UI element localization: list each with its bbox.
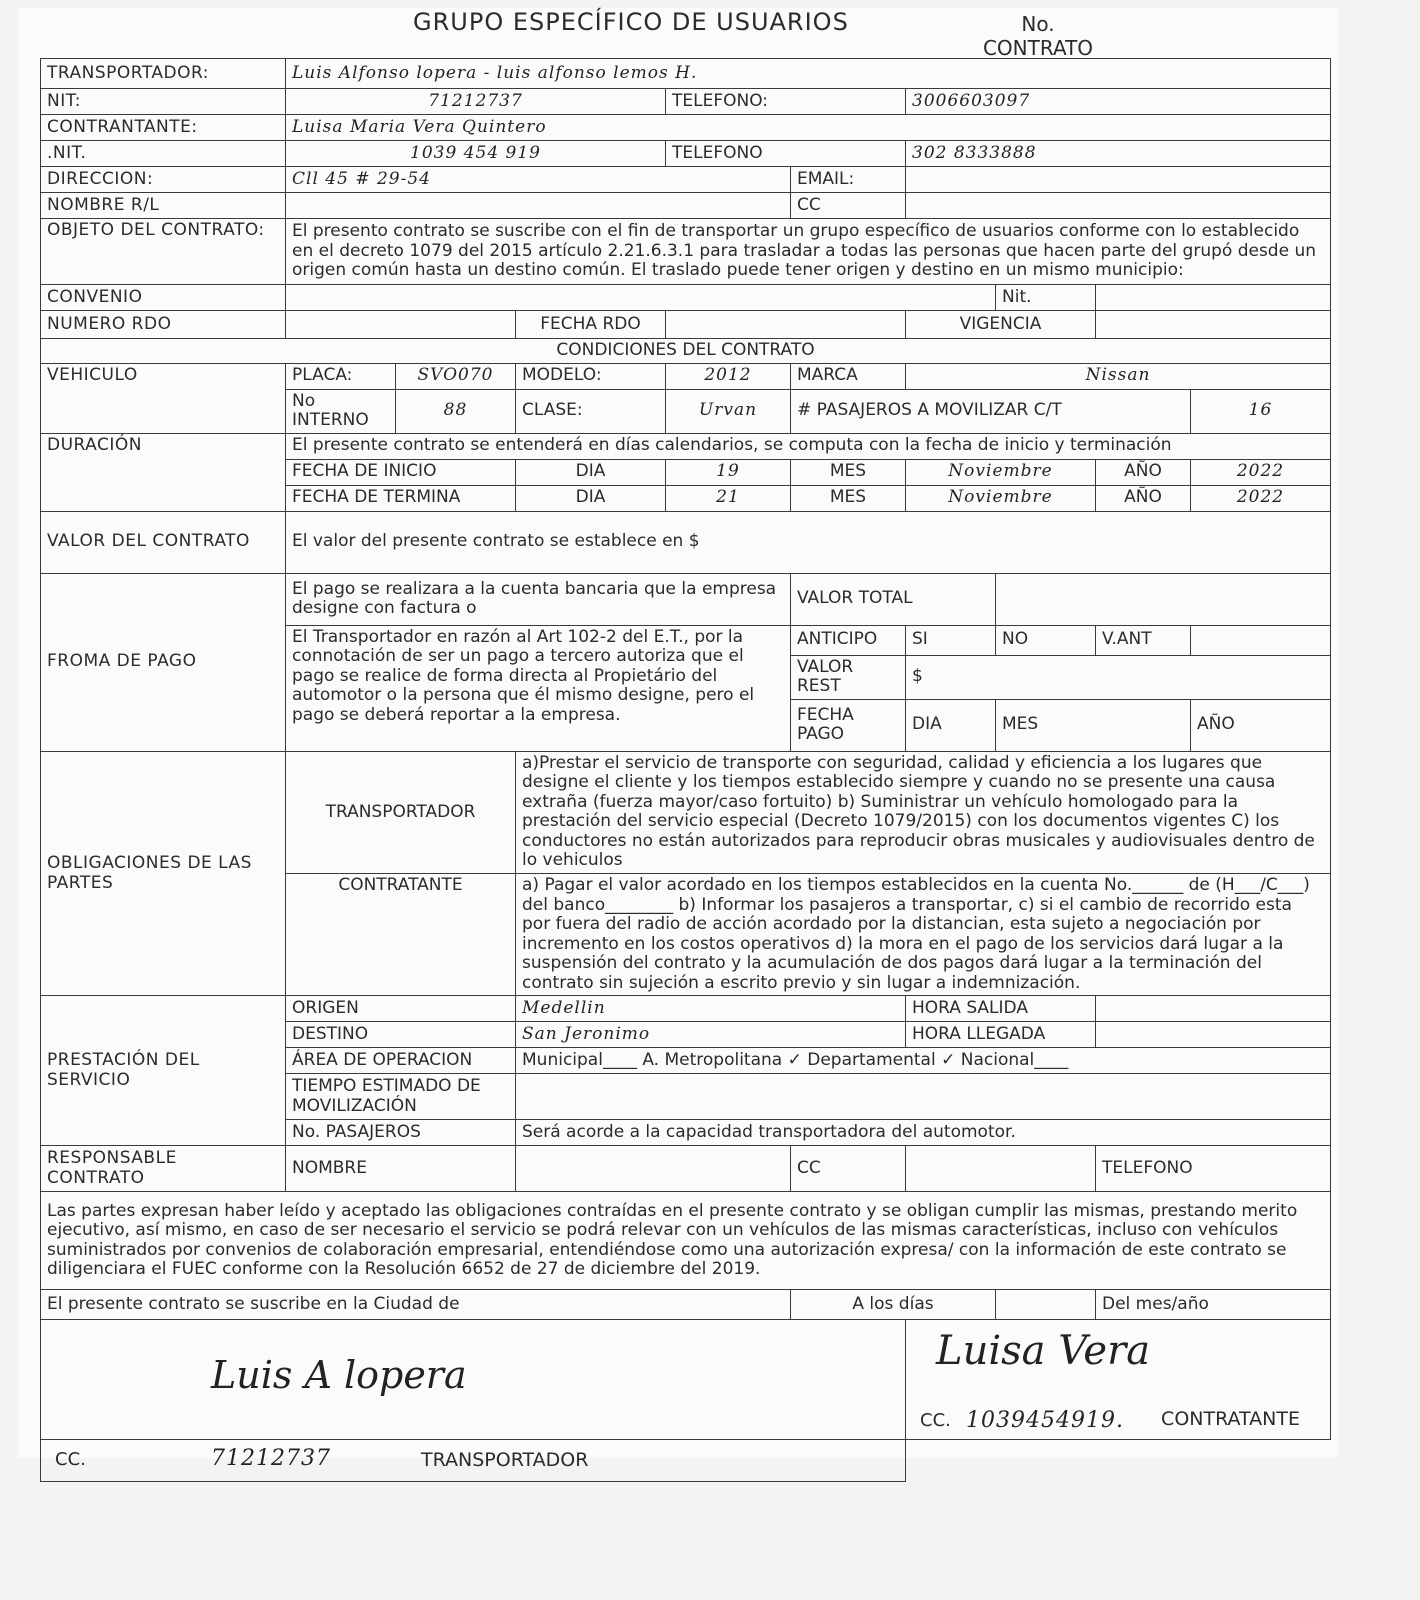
origen-label: ORIGEN — [286, 996, 516, 1022]
direccion-label: DIRECCION: — [41, 167, 286, 193]
fin-dia-value: 21 — [666, 485, 791, 511]
cc-contratante-value: 1039454919. — [966, 1408, 1124, 1433]
hora-salida-label: HORA SALIDA — [906, 996, 1096, 1022]
area-label: ÁREA DE OPERACION — [286, 1048, 516, 1074]
responsable-cc-label: CC — [791, 1146, 906, 1192]
transportador-label: TRANSPORTADOR: — [41, 59, 286, 89]
responsable-cc-value — [906, 1146, 1096, 1192]
transportador-role: TRANSPORTADOR — [421, 1449, 589, 1472]
interno-value: 88 — [396, 389, 516, 433]
vant-label: V.ANT — [1096, 625, 1191, 655]
mes-ano-label: Del mes/año — [1096, 1290, 1331, 1320]
inicio-dia-value: 19 — [666, 459, 791, 485]
numero-rdo-value — [286, 311, 516, 339]
valor-rest-value: $ — [906, 655, 1331, 699]
modelo-value: 2012 — [666, 363, 791, 389]
vigencia-value — [1096, 311, 1331, 339]
fecha-inicio-label: FECHA DE INICIO — [286, 459, 516, 485]
closing-text: Las partes expresan haber leído y aceptado las obligaciones contraídas en el presente contrato y se obligan cumplir las mismas, prestando merito ejecutivo, así mismo, en caso de ser necesario el servicio se podrá relevar con un vehículos de las mismas características, incluso con vehículos suministrados por convenios de colaboración empresarial, entendiéndose como una autorización expresa/ con la información de este contrato se diligenciara el FUEC conforme con la Resolución 6652 de 27 de diciembre del 2019. — [41, 1192, 1331, 1290]
fecha-rdo-label: FECHA RDO — [516, 311, 666, 339]
placa-label: PLACA: — [286, 363, 396, 389]
fin-ano-label: AÑO — [1096, 485, 1191, 511]
convenio-label: CONVENIO — [41, 285, 286, 311]
no-pasajeros-text: Será acorde a la capacidad transportadora del automotor. — [516, 1120, 1331, 1146]
contratante-signature: Luisa Vera — [936, 1328, 1151, 1375]
objeto-label: OBJETO DEL CONTRATO: — [41, 219, 286, 285]
origen-value: Medellin — [516, 996, 906, 1022]
vigencia-label: VIGENCIA — [906, 311, 1096, 339]
anticipo-no: NO — [996, 625, 1096, 655]
obligaciones-label: OBLIGACIONES DE LAS PARTES — [41, 751, 286, 996]
fecha-rdo-value — [666, 311, 906, 339]
nit-contratante-label: .NIT. — [41, 141, 286, 167]
responsable-label: RESPONSABLE CONTRATO — [41, 1146, 286, 1192]
anticipo-si: SI — [906, 625, 996, 655]
dias-value — [996, 1290, 1096, 1320]
valor-rest-label: VALOR REST — [791, 655, 906, 699]
contract-sheet — [18, 8, 1338, 1472]
numero-rdo-label: NUMERO RDO — [41, 311, 286, 339]
oblig-contratante-text: a) Pagar el valor acordado en los tiempos establecidos en la cuenta No.______ de (H___/C___) del banco________ b) Informar los pasajeros a transportar, c) si el cambio de recorrido esta por fuera del radio de acción acordado por la distancian, esta sujeto a negociación por incremento en los costos operativos d) la mora en el pago de los servicios dará lugar a la suspensión del contrato y la acumulación de dos pagos dará lugar a la terminación del contrato sin sujeción a escrito previo y sin lugar a indemnización. — [516, 874, 1331, 996]
cc-transportador-value: 71212737 — [211, 1446, 331, 1472]
clase-label: CLASE: — [516, 389, 666, 433]
telefono2-value: 302 8333888 — [906, 141, 1331, 167]
marca-label: MARCA — [791, 363, 906, 389]
inicio-dia-label: DIA — [516, 459, 666, 485]
form-title: GRUPO ESPECÍFICO DE USUARIOS — [413, 8, 849, 36]
transportador-cc-cell — [41, 1440, 906, 1482]
condiciones-heading: CONDICIONES DEL CONTRATO — [41, 339, 1331, 364]
pasajeros-label: # PASAJEROS A MOVILIZAR C/T — [791, 389, 1191, 433]
cc-value — [906, 193, 1331, 219]
empty-cell — [906, 1440, 1331, 1482]
inicio-mes-label: MES — [791, 459, 906, 485]
responsable-nombre-value — [516, 1146, 791, 1192]
dias-label: A los días — [791, 1290, 996, 1320]
no-pasajeros-label: No. PASAJEROS — [286, 1120, 516, 1146]
fin-mes-label: MES — [791, 485, 906, 511]
fin-ano-value: 2022 — [1191, 485, 1331, 511]
transportador-signature-cell — [41, 1320, 906, 1440]
oblig-contratante-label: CONTRATANTE — [286, 874, 516, 996]
responsable-telefono-label: TELEFONO — [1096, 1146, 1331, 1192]
convenio-value — [286, 285, 996, 311]
hora-llegada-label: HORA LLEGADA — [906, 1022, 1096, 1048]
responsable-nombre-label: NOMBRE — [286, 1146, 516, 1192]
cc-label: CC — [791, 193, 906, 219]
anticipo-label: ANTICIPO — [791, 625, 906, 655]
nit3-label: Nit. — [996, 285, 1096, 311]
clase-value: Urvan — [666, 389, 791, 433]
nit-value: 71212737 — [286, 89, 666, 115]
nit-contratante-value: 1039 454 919 — [286, 141, 666, 167]
contratante-role: CONTRATANTE — [1161, 1408, 1300, 1431]
area-text: Municipal____ A. Metropolitana ✓ Departamental ✓ Nacional____ — [516, 1048, 1331, 1074]
valor-total-label: VALOR TOTAL — [791, 573, 996, 625]
fecha-pago-label: FECHA PAGO — [791, 699, 906, 751]
telefono-label: TELEFONO: — [666, 89, 906, 115]
destino-label: DESTINO — [286, 1022, 516, 1048]
duracion-label: DURACIÓN — [41, 433, 286, 511]
pago-text2: El Transportador en razón al Art 102-2 del E.T., por la connotación de ser un pago a tercero autoriza que el pago se realice de forma directa al Propietário del automotor o la persona que él mismo designe, pero el pago se deberá reportar a la empresa. — [286, 625, 791, 751]
pago-label: FROMA DE PAGO — [41, 573, 286, 751]
inicio-mes-value: Noviembre — [906, 459, 1096, 485]
pago-ano-label: AÑO — [1191, 699, 1331, 751]
placa-value: SVO070 — [396, 363, 516, 389]
destino-value: San Jeronimo — [516, 1022, 906, 1048]
vant-value — [1191, 625, 1331, 655]
fecha-termina-label: FECHA DE TERMINA — [286, 485, 516, 511]
marca-value: Nissan — [906, 363, 1331, 389]
inicio-ano-label: AÑO — [1096, 459, 1191, 485]
pago-text1: El pago se realizara a la cuenta bancaria que la empresa designe con factura o — [286, 573, 791, 625]
oblig-transportador-text: a)Prestar el servicio de transporte con seguridad, calidad y eficiencia a los lugares que designe el cliente y los tiempos establecido siempre y cuando no se presente una causa extraña (fuerza mayor/caso fortuito) b) Suministrar un vehículo homologado para la prestación del servicio especial (Decreto 1079/2015) con los documentos vigentes C) los conductores no están autorizados para reproducir obras musicales y audiovisuales dentro de lo vehiculos — [516, 751, 1331, 873]
nombre-rl-label: NOMBRE R/L — [41, 193, 286, 219]
telefono2-label: TELEFONO — [666, 141, 906, 167]
contratante-signature-cell — [906, 1320, 1331, 1440]
objeto-text: El presento contrato se suscribe con el fin de transportar un grupo específico de usuarios conforme con lo establecido en el decreto 1079 del 2015 artículo 2.21.6.3.1 para trasladar a todas las personas que hacen parte del grupó desde un origen común hasta un destino común. El traslado puede tener origen y destino en un mismo municipio: — [286, 219, 1331, 285]
inicio-ano-value: 2022 — [1191, 459, 1331, 485]
cc-transportador-label: CC. — [55, 1449, 86, 1471]
cc-contratante-label: CC. — [920, 1409, 951, 1431]
email-value — [906, 167, 1331, 193]
pago-dia-label: DIA — [906, 699, 996, 751]
contract-no-label: No. — [1021, 12, 1055, 36]
ciudad-text: El presente contrato se suscribe en la Ciudad de — [41, 1290, 791, 1320]
fin-dia-label: DIA — [516, 485, 666, 511]
nit3-value — [1096, 285, 1331, 311]
email-label: EMAIL: — [791, 167, 906, 193]
nit-label: NIT: — [41, 89, 286, 115]
contratante-label: CONTRANTANTE: — [41, 115, 286, 141]
contratante-value: Luisa Maria Vera Quintero — [286, 115, 1331, 141]
vehiculo-label: VEHICULO — [41, 363, 286, 433]
contract-label: CONTRATO — [982, 36, 1094, 60]
modelo-label: MODELO: — [516, 363, 666, 389]
nombre-rl-value — [286, 193, 791, 219]
transportador-signature: Luis A lopera — [211, 1353, 467, 1398]
tiempo-value — [516, 1074, 1331, 1120]
prestacion-label: PRESTACIÓN DEL SERVICIO — [41, 996, 286, 1146]
valor-label: VALOR DEL CONTRATO — [41, 511, 286, 573]
hora-llegada-value — [1096, 1022, 1331, 1048]
oblig-transportador-label: TRANSPORTADOR — [286, 751, 516, 873]
valor-text: El valor del presente contrato se establece en $ — [286, 511, 1331, 573]
valor-total-value — [996, 573, 1331, 625]
telefono-value: 3006603097 — [906, 89, 1331, 115]
duracion-text: El presente contrato se entenderá en días calendarios, se computa con la fecha de inicio y terminación — [286, 433, 1331, 459]
fin-mes-value: Noviembre — [906, 485, 1096, 511]
transportador-value: Luis Alfonso lopera - luis alfonso lemos H. — [286, 59, 1331, 89]
pasajeros-value: 16 — [1191, 389, 1331, 433]
hora-salida-value — [1096, 996, 1331, 1022]
pago-mes-label: MES — [996, 699, 1191, 751]
interno-label: No INTERNO — [286, 389, 396, 433]
tiempo-label: TIEMPO ESTIMADO DE MOVILIZACIÓN — [286, 1074, 516, 1120]
direccion-value: Cll 45 # 29-54 — [286, 167, 791, 193]
contract-form-table — [40, 58, 1331, 1482]
